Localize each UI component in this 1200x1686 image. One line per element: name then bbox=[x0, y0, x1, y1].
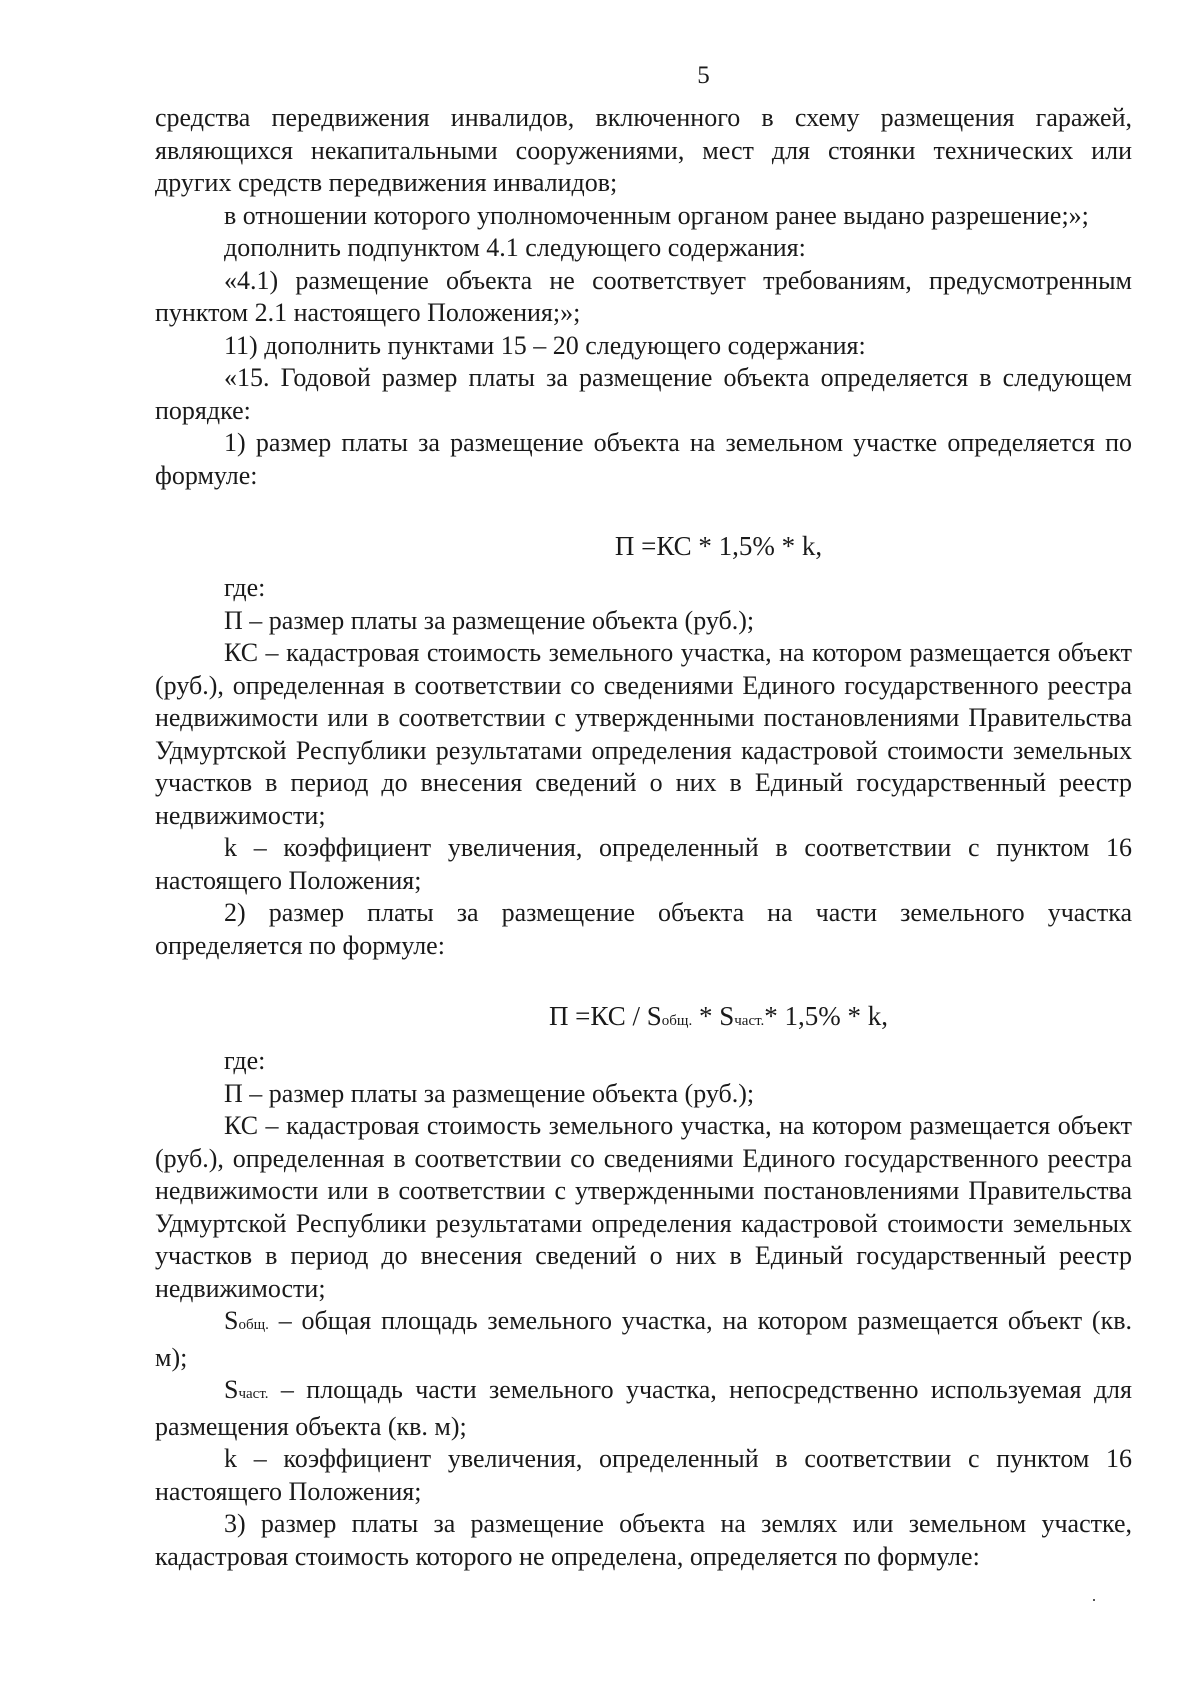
subscript: част. bbox=[238, 1386, 269, 1402]
subscript: общ. bbox=[661, 1013, 693, 1029]
paragraph: «4.1) размещение объекта не соответствует требованиям, предусмотренным пунктом 2.1 настоящего Положения;»; bbox=[155, 265, 1132, 327]
subscript: общ. bbox=[238, 1317, 269, 1333]
paragraph: «15. Годовой размер платы за размещение объекта определяется в следующем порядке: bbox=[155, 363, 1132, 425]
formula bbox=[155, 530, 1132, 562]
text-run: – общая площадь земельного участка, на котором размещается объект (кв. м); bbox=[155, 1306, 1132, 1372]
text-run: * 1,5% * k, bbox=[764, 1001, 889, 1031]
text-run: S bbox=[224, 1375, 239, 1404]
text-run: – площадь части земельного участка, непосредственно используемая для размещения объекта (кв. м); bbox=[155, 1375, 1132, 1441]
formula bbox=[155, 1000, 1132, 1037]
scan-speck bbox=[1093, 1599, 1095, 1601]
paragraph: дополнить подпунктом 4.1 следующего содержания: bbox=[224, 233, 806, 262]
paragraph bbox=[155, 1305, 1132, 1374]
text-run: S bbox=[224, 1306, 239, 1335]
paragraph: средства передвижения инвалидов, включенного в схему размещения гаражей, являющихся некапитальными сооружениями, мест для стоянки технических или других средств передвижения инвалидов; bbox=[155, 103, 1132, 197]
paragraph: 3) размер платы за размещение объекта на землях или земельном участке, кадастровая стоимость которого не определена, определяется по формуле: bbox=[155, 1509, 1132, 1571]
paragraph: 1) размер платы за размещение объекта на земельном участке определяется по формуле: bbox=[155, 428, 1132, 490]
paragraph: 2) размер платы за размещение объекта на части земельного участка определяется по формуле: bbox=[155, 898, 1132, 960]
text-run: * S bbox=[692, 1001, 735, 1031]
paragraph: где: bbox=[224, 1046, 266, 1075]
paragraph: КС – кадастровая стоимость земельного участка, на котором размещается объект (руб.), определенная в соответствии со сведениями Единого государственного реестра недвижимости или в соответствии с утвержденными постановлениями Правительства Удмуртской Республики результатами определения кадастровой стоимости земельных участков в период до внесения сведений о них в Единый государственный реестр недвижимости; bbox=[155, 638, 1132, 830]
paragraph: П – размер платы за размещение объекта (руб.); bbox=[224, 605, 755, 635]
text-run: П =КС * 1,5% * k, bbox=[614, 531, 823, 561]
paragraph: k – коэффициент увеличения, определенный в соответствии с пунктом 16 настоящего Положения; bbox=[155, 1444, 1132, 1506]
paragraph: КС – кадастровая стоимость земельного участка, на котором размещается объект (руб.), определенная в соответствии со сведениями Единого государственного реестра недвижимости или в соответствии с утвержденными постановлениями Правительства Удмуртской Республики результатами определения кадастровой стоимости земельных участков в период до внесения сведений о них в Единый государственный реестр недвижимости; bbox=[155, 1111, 1132, 1303]
paragraph: 11) дополнить пунктами 15 – 20 следующего содержания: bbox=[224, 330, 866, 360]
page-number: 5 bbox=[697, 62, 710, 89]
paragraph: k – коэффициент увеличения, определенный в соответствии с пунктом 16 настоящего Положения; bbox=[155, 833, 1132, 895]
paragraph: где: bbox=[224, 573, 266, 602]
subscript: част. bbox=[734, 1013, 765, 1029]
text-run: П =КС / S bbox=[548, 1001, 662, 1031]
paragraph: в отношении которого уполномоченным органом ранее выдано разрешение;»; bbox=[224, 200, 1089, 230]
document-body bbox=[155, 102, 1132, 1573]
paragraph bbox=[155, 1374, 1132, 1443]
paragraph: П – размер платы за размещение объекта (руб.); bbox=[224, 1078, 755, 1108]
